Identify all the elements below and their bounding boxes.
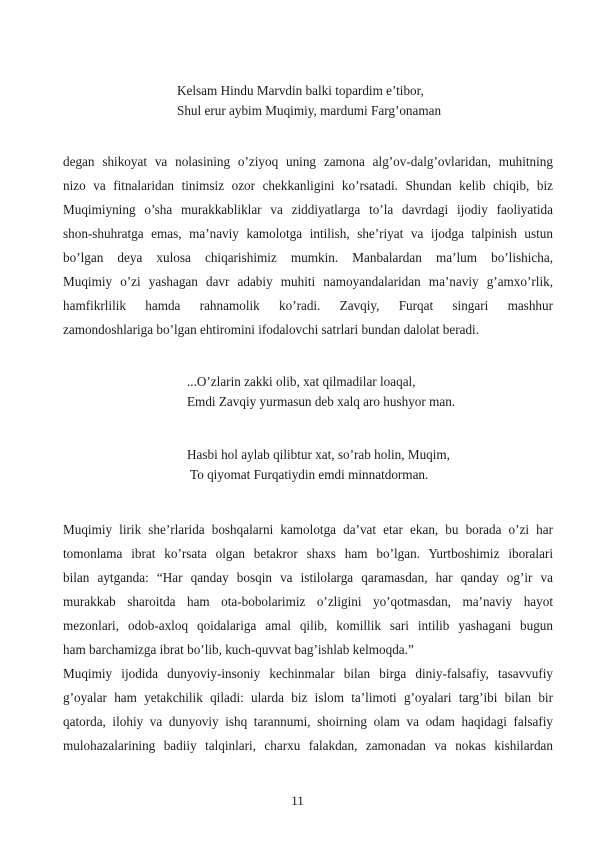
paragraph-line: Muqimiy ijodida dunyoviy-insoniy kechinmalar bilan birga diniy-falsafiy, tasavvufiy [63, 666, 553, 681]
verse-line: Shul erur aybim Muqimiy, mardumi Farg’onaman [177, 103, 442, 118]
paragraph-line: Muqimiyning o’sha murakkabliklar va ziddiyatlarga to’la davrdagi ijodiy faoliyatida [63, 202, 553, 217]
verse-line: To qiyomat Furqatiydin emdi minnatdorman. [187, 467, 429, 482]
verse-line: Hasbi hol aylab qilibtur xat, so’rab holin, Muqim, [187, 447, 450, 462]
paragraph-line: mezonlari, odob-axloq qoidalariga amal qilib, komillik sari intilib yashagani bugun [63, 618, 553, 633]
paragraph-line: degan shikoyat va nolasining o’ziyoq uning zamona alg’ov-dalg’ovlaridan, muhitning [63, 154, 553, 169]
verse-couplet-3 [187, 445, 450, 485]
paragraph-line: Muqimiy lirik she’rlarida boshqalarni kamolotga da’vat etar ekan, bu borada o’zi har [63, 522, 553, 537]
paragraph-3 [63, 662, 553, 758]
paragraph-line: mulohazalarining badiiy talqinlari, charxu falakdan, zamonadan va nokas kishilardan [63, 738, 553, 753]
verse-couplet-2 [187, 372, 455, 412]
paragraph-line: qatorda, ilohiy va dunyoviy ishq tarannumi, shoirning olam va odam haqidagi falsafiy [63, 714, 553, 729]
paragraph-line: murakkab sharoitda ham ota-bobolarimiz o’zligini yo’qotmasdan, ma’naviy hayot [63, 594, 553, 609]
paragraph-line: hamfikrlilik hamda rahnamolik ko’radi. Zavqiy, Furqat singari mashhur [63, 298, 553, 313]
verse-line: ...O’zlarin zakki olib, xat qilmadilar loaqal, [187, 374, 416, 389]
paragraph-line: shon-shuhratga emas, ma’naviy kamolotga intilish, she’riyat va ijodga talpinish ustun [63, 226, 553, 241]
verse-line: Kelsam Hindu Marvdin balki topardim e’tibor, [177, 83, 424, 98]
paragraph-line: g’oyalar ham yetakchilik qiladi: ularda biz islom ta’limoti g’oyalari targ’ibi bilan bir [63, 690, 553, 705]
paragraph-line: bilan aytganda: “Har qanday bosqin va istilolarga qaramasdan, har qanday og’ir va [63, 570, 553, 585]
paragraph-line: Muqimiy o’zi yashagan davr adabiy muhiti namoyandalaridan ma’naviy g’amxo’rlik, [63, 274, 553, 289]
paragraph-line: ham barchamizga ibrat bo’lib, kuch-quvvat bag’ishlab kelmoqda.” [63, 642, 414, 657]
paragraph-line: bo’lgan deya xulosa chiqarishimiz mumkin. Manbalardan ma’lum bo’lishicha, [63, 250, 553, 265]
paragraph-line: nizo va fitnalaridan tinimsiz ozor chekkanligini ko’rsatadi. Shundan kelib chiqib, biz [63, 178, 553, 193]
paragraph-line: zamondoshlariga bo’lgan ehtiromini ifodalovchi satrlari bundan dalolat beradi. [63, 322, 480, 337]
paragraph-line: tomonlama ibrat ko’rsata olgan betakror shaxs ham bo’lgan. Yurtboshimiz iboralari [63, 546, 553, 561]
paragraph-1 [63, 150, 553, 342]
verse-line: Emdi Zavqiy yurmasun deb xalq aro hushyor man. [187, 394, 456, 409]
page-number: 11 [291, 793, 304, 808]
verse-couplet-1 [177, 81, 441, 121]
paragraph-2 [63, 518, 553, 662]
